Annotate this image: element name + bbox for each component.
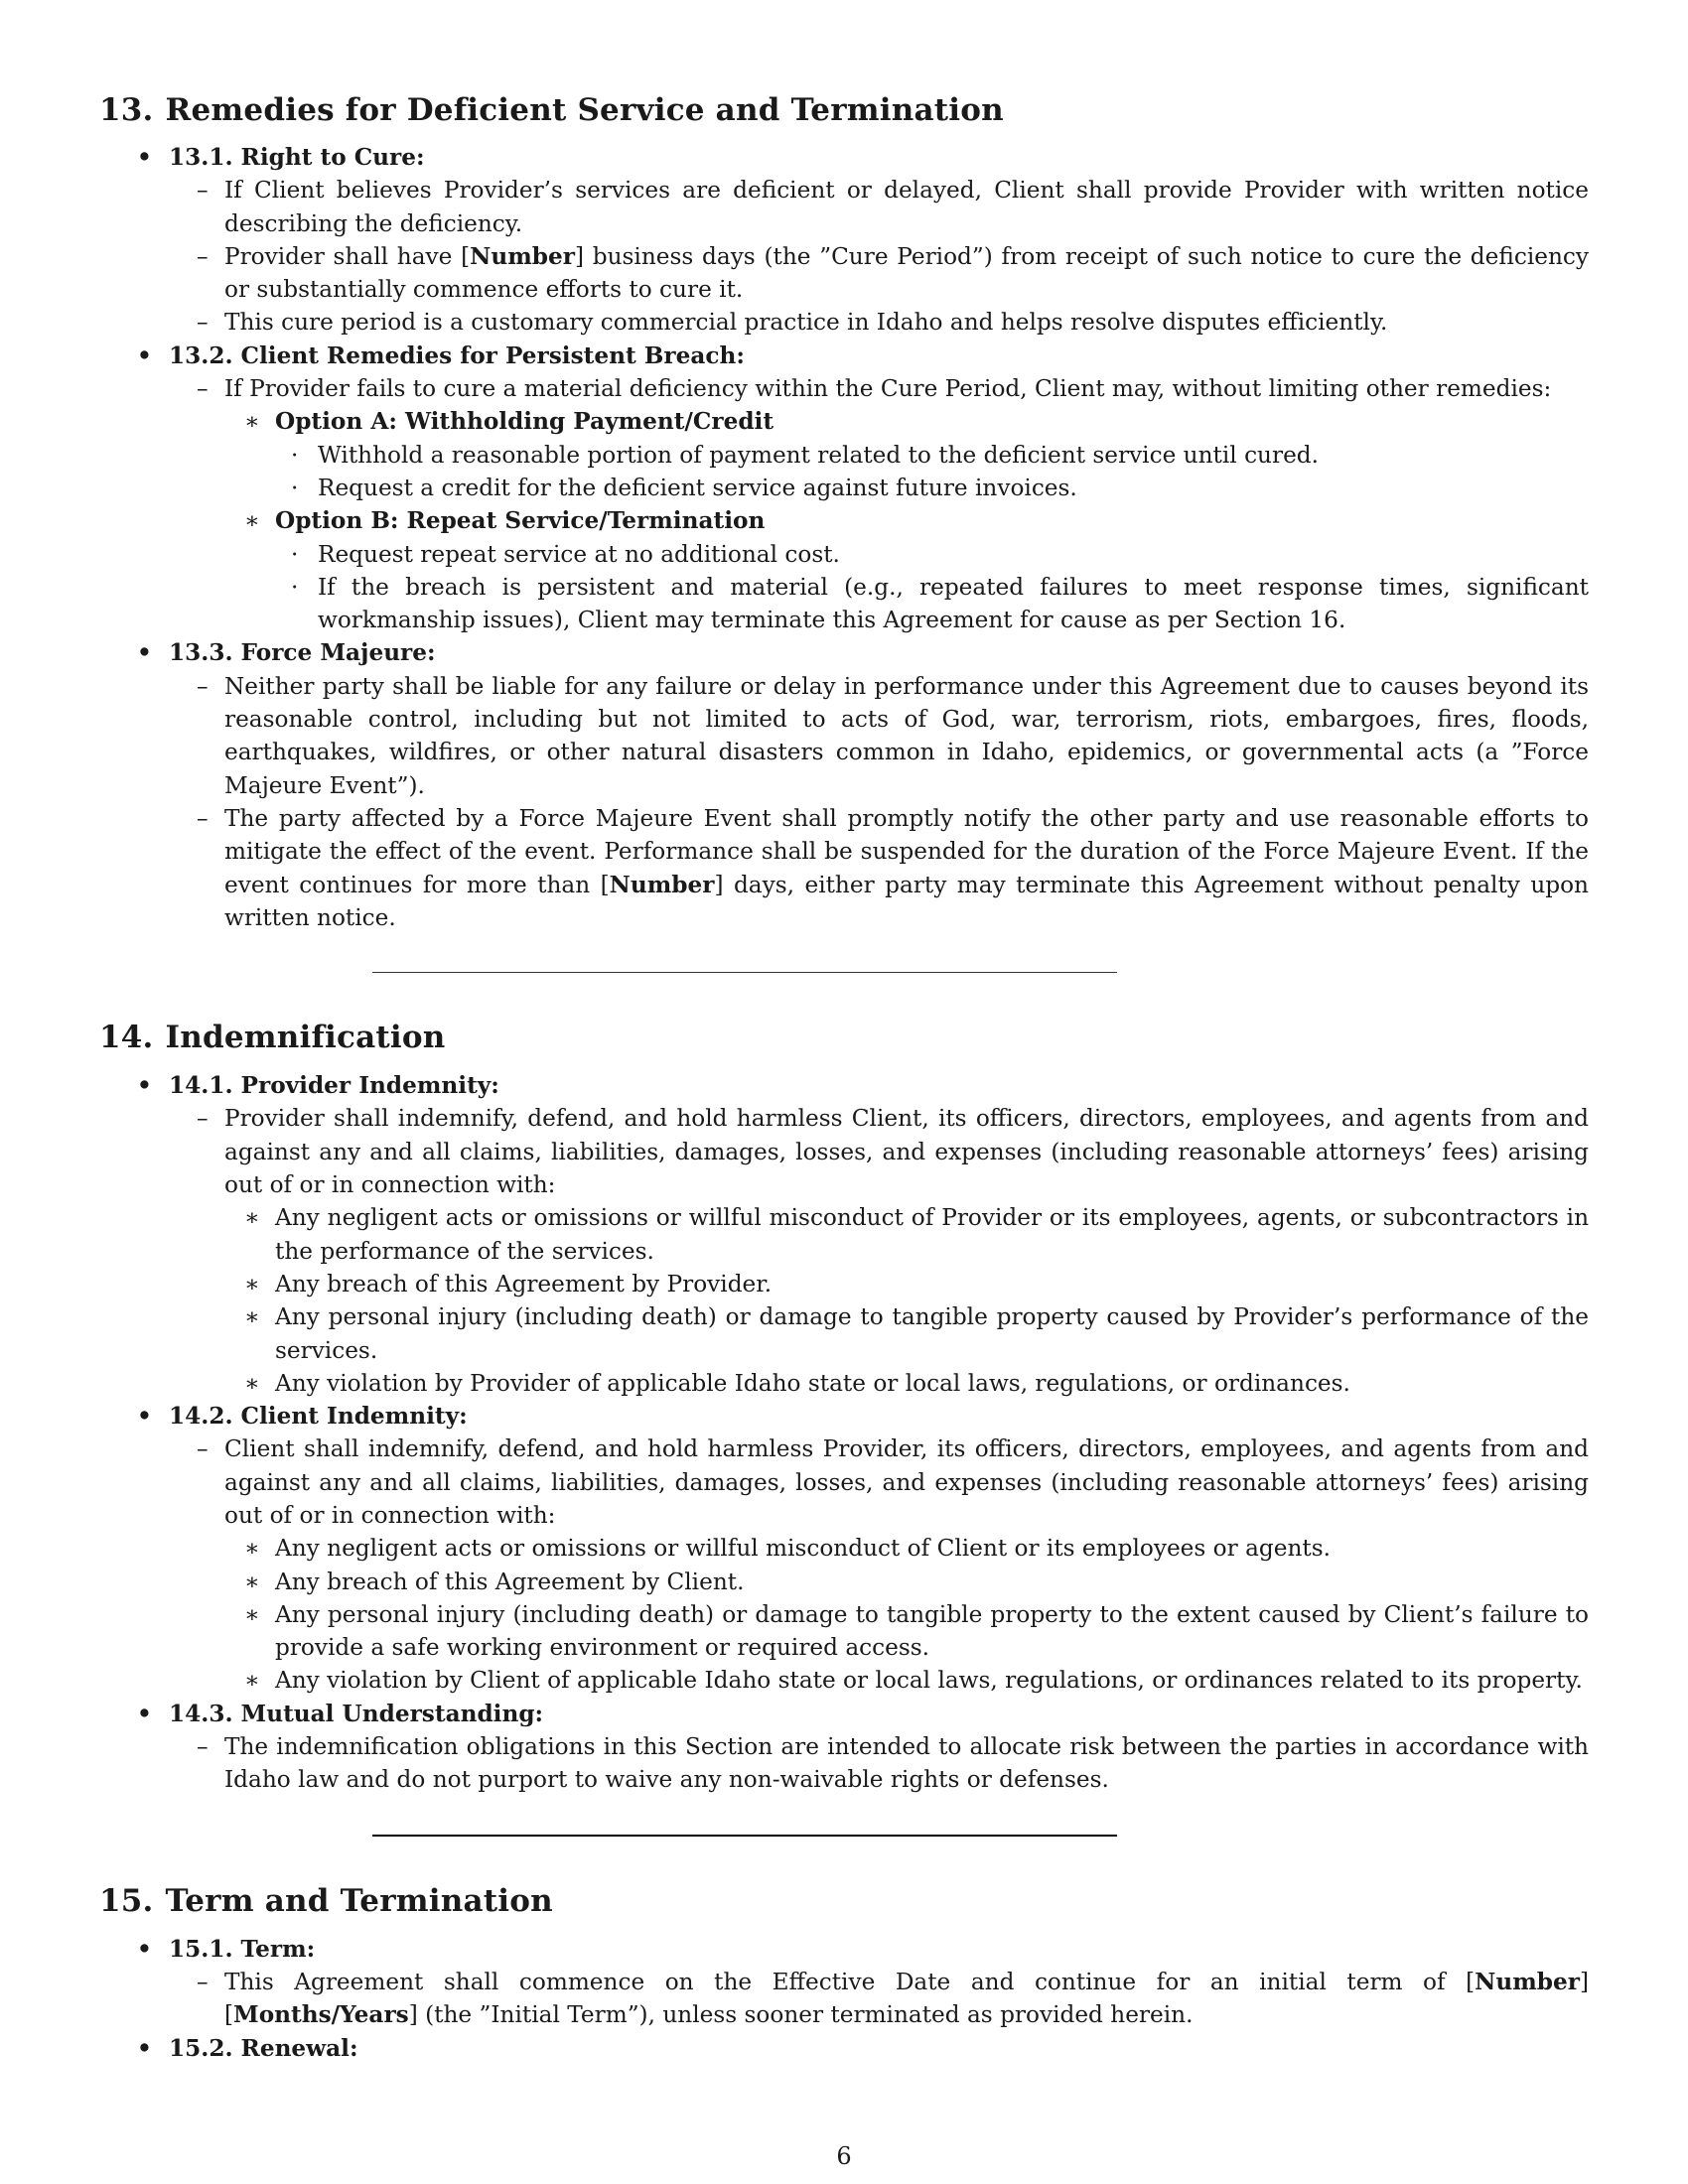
asterisk-icon: ∗ [244, 1303, 260, 1331]
section-15 [99, 1880, 1589, 2065]
asterisk-icon: ∗ [244, 408, 260, 436]
list-item: – This cure period is a customary commercial practice in Idaho and helps resolve disputes efficiently. [167, 306, 1589, 339]
list-item: ∗ Any negligent acts or omissions or willful misconduct of Provider or its employees, agents, or subcontractors in the performance of the services. [222, 1201, 1589, 1268]
bullet-icon: • [137, 2034, 152, 2062]
list-item: – Provider shall indemnify, defend, and hold harmless Client, its officers, directors, employees, and agents from and against any and all claims, liabilities, damages, losses, and expenses (including reasonable attorneys’ fees) arising out of or in connection with: ∗ Any negligent acts or omissions or willful misconduct of Provider or its employees, agents, or subcontractors in the performance of the services. ∗ Any breach of this Agreement by Provider. ∗ Any personal injury (including death) or damage to tangible property caused by Provider’s performance of the services. ∗ Any violation by Provider of applicable Idaho state or local laws, regulations, or ordinances. [167, 1102, 1589, 1400]
bullet-icon: • [137, 341, 152, 369]
bullet-icon: • [137, 1700, 152, 1727]
list-item: – Provider shall have [Number] business days (the ”Cure Period”) from receipt of such notice to cure the deficiency or substantially commence efforts to cure it. [167, 240, 1589, 307]
section-heading: 15. Term and Termination [99, 1882, 553, 1919]
subsection-13-1: • 13.1. Right to Cure: – If Client believes Provider’s services are deficient or delayed, Client shall provide Provider with written notice describing the deficiency. – Provider shall have [Number] business days (the ”Cure Period”) from receipt of such notice to cure the deficiency or substantially commence efforts to cure it. – This cure period is a customary commercial practice in Idaho and helps resolve disputes efficiently. [99, 141, 1589, 340]
dash-icon: – [197, 1968, 209, 1995]
list-item: · If the breach is persistent and material (e.g., repeated failures to meet response times, significant workmanship issues), Client may terminate this Agreement for cause as per Section 16. [273, 571, 1589, 637]
subsection-14-3: • 14.3. Mutual Understanding: – The indemnification obligations in this Section are intended to allocate risk between the parties in accordance with Idaho law and do not purport to waive any non-waivable rights or defenses. [99, 1698, 1589, 1797]
bullet-icon: • [137, 1403, 152, 1431]
section-heading: 13. Remedies for Deficient Service and Termination [99, 92, 1004, 128]
dash-icon: – [197, 375, 209, 403]
dot-icon: · [291, 441, 299, 469]
subsection-15-1: • 15.1. Term: – This Agreement shall commence on the Effective Date and continue for an initial term of [Number] [Months/Years] (the ”Initial Term”), unless sooner terminated as provided herein. [99, 1933, 1589, 2032]
bullet-icon: • [137, 1072, 152, 1100]
subsection-13-3: • 13.3. Force Majeure: – Neither party shall be liable for any failure or delay in performance under this Agreement due to causes beyond its reasonable control, including but not limited to acts of God, war, terrorism, riots, embargoes, fires, floods, earthquakes, wildfires, or other natural disasters common in Idaho, epidemics, or governmental acts (a ”Force Majeure Event”). – The party affected by a Force Majeure Event shall promptly notify the other party and use reasonable efforts to mitigate the effect of the event. Performance shall be suspended for the duration of the Force Majeure Event. If the event continues for more than [Number] days, either party may terminate this Agreement without penalty upon written notice. [99, 636, 1589, 934]
dash-icon: – [197, 672, 209, 700]
subsection-13-2: • 13.2. Client Remedies for Persistent Breach: – If Provider fails to cure a material deficiency within the Cure Period, Client may, without limiting other remedies: ∗ Option A: Withholding Payment/Credit · Withhold a reasonable portion of payment related to the deficient service until cured. · Request a credit for the deficient service against future invoices. ∗ Option B: Repeat Service/Termination · Request repeat service at no additional cost. · If the breach is persistent and material (e.g., repeated failures to meet response times, significant workmanship issues), Client may terminate this Agreement for cause as per Section 16. [99, 340, 1589, 637]
dash-icon: – [197, 309, 209, 337]
bullet-icon: • [137, 639, 152, 667]
asterisk-icon: ∗ [244, 1270, 260, 1297]
list-item: · Withhold a reasonable portion of payment related to the deficient service until cured. [273, 439, 1589, 472]
dash-icon: – [197, 242, 209, 270]
list-item: – The party affected by a Force Majeure Event shall promptly notify the other party and use reasonable efforts to mitigate the effect of the event. Performance shall be suspended for the duration of the Force Majeure Event. If the event continues for more than [Number] days, either party may terminate this Agreement without penalty upon written notice. [167, 802, 1589, 934]
asterisk-icon: ∗ [244, 1600, 260, 1628]
asterisk-icon: ∗ [244, 1568, 260, 1595]
section-heading: 14. Indemnification [99, 1020, 446, 1056]
subsection-14-2: • 14.2. Client Indemnity: – Client shall indemnify, defend, and hold harmless Provider, its officers, directors, employees, and agents from and against any and all claims, liabilities, damages, losses, and expenses (including reasonable attorneys’ fees) arising out of or in connection with: ∗ Any negligent acts or omissions or willful misconduct of Client or its employees or agents. ∗ Any breach of this Agreement by Client. ∗ Any personal injury (including death) or damage to tangible property to the extent caused by Client’s failure to provide a safe working environment or required access. ∗ Any violation by Client of applicable Idaho state or local laws, regulations, or ordinances related to its property. [99, 1400, 1589, 1698]
option-b: ∗ Option B: Repeat Service/Termination · Request repeat service at no additional cost. · If the breach is persistent and material (e.g., repeated failures to meet response times, significant workmanship issues), Client may terminate this Agreement for cause as per Section 16. [222, 504, 1589, 636]
list-item: ∗ Any breach of this Agreement by Client. [222, 1566, 1589, 1598]
list-item: · Request a credit for the deficient service against future invoices. [273, 472, 1589, 504]
asterisk-icon: ∗ [244, 1204, 260, 1232]
section-divider [372, 972, 1117, 973]
list-item: ∗ Any negligent acts or omissions or willful misconduct of Client or its employees or agents. [222, 1532, 1589, 1565]
list-item: ∗ Any personal injury (including death) or damage to tangible property to the extent caused by Client’s failure to provide a safe working environment or required access. [222, 1598, 1589, 1665]
list-item: · Request repeat service at no additional cost. [273, 538, 1589, 571]
dot-icon: · [291, 540, 299, 568]
list-item: – Client shall indemnify, defend, and hold harmless Provider, its officers, directors, employees, and agents from and against any and all claims, liabilities, damages, losses, and expenses (including reasonable attorneys’ fees) arising out of or in connection with: ∗ Any negligent acts or omissions or willful misconduct of Client or its employees or agents. ∗ Any breach of this Agreement by Client. ∗ Any personal injury (including death) or damage to tangible property to the extent caused by Client’s failure to provide a safe working environment or required access. ∗ Any violation by Client of applicable Idaho state or local laws, regulations, or ordinances related to its property. [167, 1433, 1589, 1697]
dash-icon: – [197, 1435, 209, 1463]
list-item: ∗ Any violation by Client of applicable Idaho state or local laws, regulations, or ordinances related to its property. [222, 1664, 1589, 1697]
asterisk-icon: ∗ [244, 507, 260, 535]
dash-icon: – [197, 1105, 209, 1133]
option-a: ∗ Option A: Withholding Payment/Credit · Withhold a reasonable portion of payment related to the deficient service until cured. · Request a credit for the deficient service against future invoices. [222, 405, 1589, 504]
list-item: ∗ Any personal injury (including death) or damage to tangible property caused by Provider’s performance of the services. [222, 1300, 1589, 1367]
asterisk-icon: ∗ [244, 1667, 260, 1695]
list-item: – The indemnification obligations in this Section are intended to allocate risk between the parties in accordance with Idaho law and do not purport to waive any non-waivable rights or defenses. [167, 1730, 1589, 1797]
dot-icon: · [291, 474, 299, 501]
dot-icon: · [291, 573, 299, 601]
list-item: – This Agreement shall commence on the Effective Date and continue for an initial term of [Number] [Months/Years] (the ”Initial Term”), unless sooner terminated as provided herein. [167, 1966, 1589, 2032]
asterisk-icon: ∗ [244, 1369, 260, 1397]
list-item: – Neither party shall be liable for any failure or delay in performance under this Agreement due to causes beyond its reasonable control, including but not limited to acts of God, war, terrorism, riots, embargoes, fires, floods, earthquakes, wildfires, or other natural disasters common in Idaho, epidemics, or governmental acts (a ”Force Majeure Event”). [167, 670, 1589, 802]
subsection-14-1: • 14.1. Provider Indemnity: – Provider shall indemnify, defend, and hold harmless Client, its officers, directors, employees, and agents from and against any and all claims, liabilities, damages, losses, and expenses (including reasonable attorneys’ fees) arising out of or in connection with: ∗ Any negligent acts or omissions or willful misconduct of Provider or its employees, agents, or subcontractors in the performance of the services. ∗ Any breach of this Agreement by Provider. ∗ Any personal injury (including death) or damage to tangible property caused by Provider’s performance of the services. ∗ Any violation by Provider of applicable Idaho state or local laws, regulations, or ordinances. [99, 1069, 1589, 1400]
section-14 [99, 1017, 1589, 1837]
section-13 [99, 89, 1589, 973]
dash-icon: – [197, 804, 209, 832]
bullet-icon: • [137, 144, 152, 171]
dash-icon: – [197, 177, 209, 205]
list-item: – If Provider fails to cure a material deficiency within the Cure Period, Client may, without limiting other remedies: ∗ Option A: Withholding Payment/Credit · Withhold a reasonable portion of payment related to the deficient service until cured. · Request a credit for the deficient service against future invoices. ∗ Option B: Repeat Service/Termination · Request repeat service at no additional cost. · If the breach is persistent and material (e.g., repeated failures to meet response times, significant workmanship issues), Client may terminate this Agreement for cause as per Section 16. [167, 372, 1589, 636]
bullet-icon: • [137, 1935, 152, 1963]
section-divider [372, 1835, 1117, 1837]
document-page [99, 89, 1589, 2065]
list-item: ∗ Any violation by Provider of applicable Idaho state or local laws, regulations, or ordinances. [222, 1367, 1589, 1400]
list-item: ∗ Any breach of this Agreement by Provider. [222, 1268, 1589, 1300]
dash-icon: – [197, 1733, 209, 1761]
subsection-15-2: • 15.2. Renewal: [99, 2032, 1589, 2065]
list-item: – If Client believes Provider’s services are deficient or delayed, Client shall provide Provider with written notice describing the deficiency. [167, 174, 1589, 240]
page-number: 6 [836, 2142, 852, 2170]
asterisk-icon: ∗ [244, 1535, 260, 1563]
